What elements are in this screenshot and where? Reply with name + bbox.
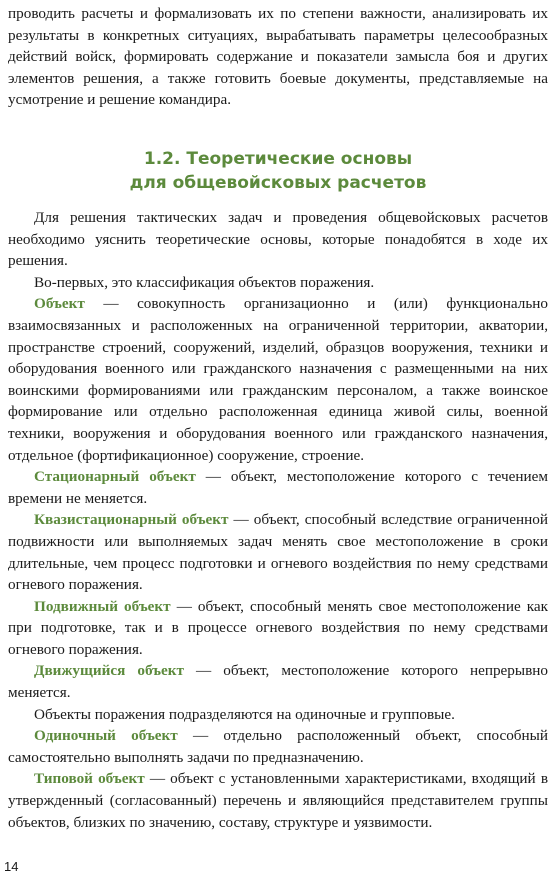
- section-heading-line-1: 1.2. Теоретические основы: [143, 149, 413, 169]
- definition-text: — объект, способный вследствие ограниченной подвижности или выполняемых задач менять свое местоположение в сроки длительные, чем процесс подготовки и огневого воздействия по нему средствами огневого поражения.: [8, 511, 548, 594]
- definition-text: — объект, местоположение которого непрерывно меняется.: [8, 662, 548, 702]
- definition-term: Одиночный объект: [34, 727, 178, 745]
- definition-text: — объект с установленными характеристиками, входящий в утвержденный (согласованный) перечень и являющийся представителем группы объектов, близких по значению, составу, структуре и уязвимости.: [8, 770, 548, 831]
- definition-paragraph: [8, 466, 548, 509]
- paragraph: Для решения тактических задач и проведения общевойсковых расчетов необходимо уяснить теоретические основы, которые понадобятся в ходе их решения.: [8, 209, 548, 270]
- definition-term: Стационарный объект: [34, 468, 196, 486]
- page-number: 14: [4, 859, 19, 874]
- section-heading: [0, 147, 556, 195]
- definition-paragraph: [8, 596, 548, 661]
- definition-text: — отдельно расположенный объект, способный самостоятельно выполнять задачи по предназначению.: [8, 727, 548, 766]
- definition-paragraph: [8, 293, 548, 466]
- definition-term: Типовой объект: [34, 770, 145, 788]
- definition-term: Квазистационарный объект: [34, 511, 229, 529]
- definition-paragraph: [8, 660, 548, 703]
- intro-paragraph: проводить расчеты и формализовать их по степени важности, анализировать их результаты в конкретных ситуациях, вырабатывать параметры целесообразных действий войск, формировать содержание и показатели замысла боя и других элементов решения, а также готовить боевые документы, представляемые на усмотрение и решение командира.: [8, 5, 548, 109]
- definition-paragraph: [8, 509, 548, 595]
- section-heading-line-2: для общевойсковых расчетов: [129, 173, 427, 193]
- definition-paragraph: [8, 768, 548, 833]
- definition-text: — объект, местоположение которого с течением времени не меняется.: [8, 468, 548, 507]
- definition-term: Подвижный объект: [34, 597, 171, 615]
- definition-term: Движущийся объект: [34, 662, 184, 680]
- definition-term: Объект: [34, 295, 85, 313]
- main-text-block: [8, 207, 548, 833]
- paragraph: Во-первых, это классификация объектов поражения.: [34, 273, 375, 291]
- definition-text: — совокупность организационно и (или) функционально взаимосвязанных и расположенных на ограниченной территории, акватории, пространстве строений, сооружений, изделий, образцов вооружения, техники и оборудования военного или гражданского назначения с размещенными на них воинскими формированиями или гражданским персоналом, а также воинское формирование или отдельно расположенная единица живой силы, военной техники, вооружения и оборудования военного или гражданского назначения, отдельное (фортификационное) сооружение, строение.: [8, 295, 548, 464]
- intro-text-block: [8, 3, 548, 111]
- definition-text: — объект, способный менять свое местоположение как при подготовке, так и в процессе огневого воздействия по нему средствами огневого поражения.: [8, 597, 548, 658]
- definition-paragraph: [8, 725, 548, 768]
- paragraph: Объекты поражения подразделяются на одиночные и групповые.: [34, 705, 455, 723]
